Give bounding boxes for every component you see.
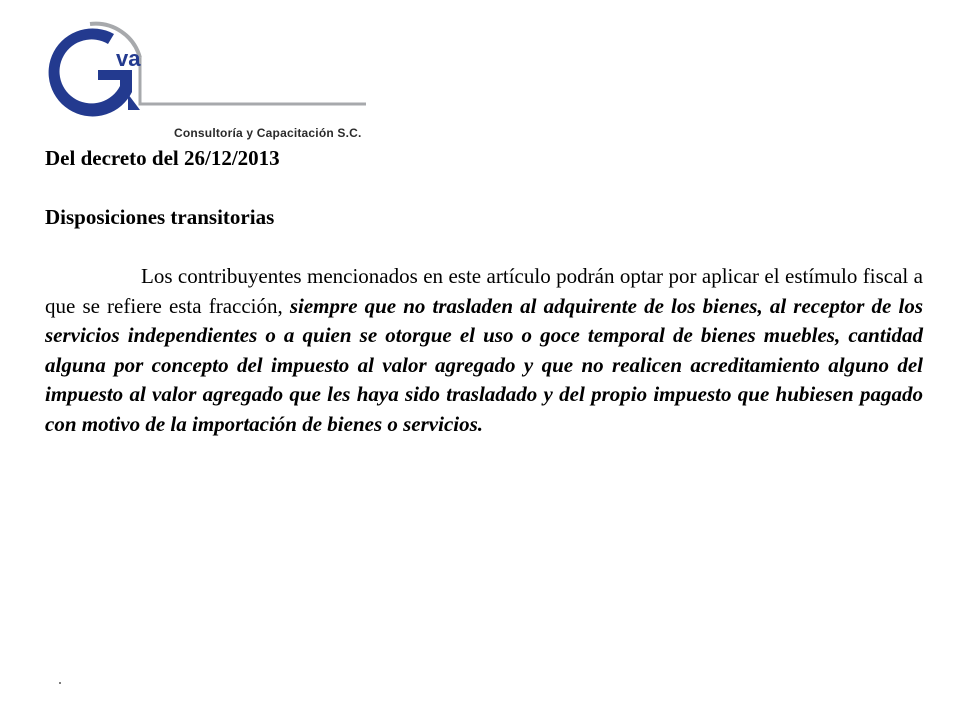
company-logo: [28, 18, 368, 140]
company-name: Consultoría y Capacitación S.C.: [174, 126, 362, 140]
logo-letters: va: [116, 46, 141, 71]
decree-heading: Del decreto del 26/12/2013: [45, 146, 280, 170]
section-heading: Disposiciones transitorias: [45, 205, 275, 229]
footer-dot: [59, 682, 61, 684]
document-body: [45, 144, 923, 439]
gva-logo-icon: [28, 18, 368, 118]
paragraph-intro: Los contribuyentes mencionados en este artículo podrán optar por aplicar el estímulo fiscal a que se refiere esta fracción,: [45, 264, 923, 318]
paragraph-emphasis: siempre que no trasladen al adquirente de los bienes, al receptor de los servicios independientes o a quien se otorgue el uso o goce temporal de bienes muebles, cantidad alguna por concepto del impuesto al valor agregado y que no realicen acreditamiento alguno del impuesto al valor agregado que les haya sido trasladado y del propio impuesto que hubiesen pagado con motivo de la importación de bienes o servicios.: [45, 293, 923, 436]
transitory-provision-paragraph: [45, 262, 923, 439]
